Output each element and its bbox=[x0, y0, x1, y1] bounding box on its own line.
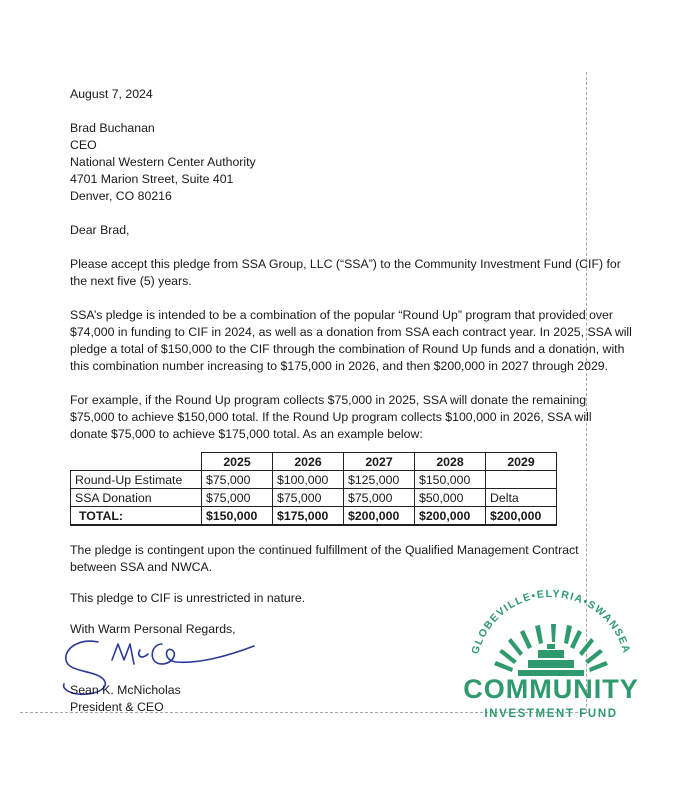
para2-line: $74,000 in funding to CIF in 2024, as well as a donation from SSA each contract year. In 2025, SSA will bbox=[70, 325, 632, 339]
year-header: 2028 bbox=[415, 453, 486, 471]
year-header: 2025 bbox=[202, 453, 273, 471]
buildings-icon bbox=[518, 644, 584, 676]
para2-line: this combination number increasing to $175,000 in 2026, and then $200,000 in 2027 through 2029. bbox=[70, 359, 609, 373]
year-header: 2029 bbox=[486, 453, 557, 471]
signer-name: Sean K. McNicholas bbox=[70, 683, 181, 697]
table-row bbox=[71, 489, 557, 507]
para5: This pledge to CIF is unrestricted in nature. bbox=[70, 591, 306, 605]
closing: With Warm Personal Regards, bbox=[70, 622, 236, 636]
para3-line: $75,000 to achieve $150,000 total. If the Round Up program collects $100,000 in 2026, SSA will bbox=[70, 410, 592, 424]
cif-logo bbox=[448, 586, 654, 726]
row-label: TOTAL: bbox=[71, 507, 202, 526]
para3-line: For example, if the Round Up program collects $75,000 in 2025, SSA will donate the remaining bbox=[70, 393, 587, 407]
table-cell: $175,000 bbox=[273, 507, 344, 526]
table-cell: $200,000 bbox=[486, 507, 557, 526]
table-cell: $75,000 bbox=[344, 489, 415, 507]
para4-line: between SSA and NWCA. bbox=[70, 560, 213, 574]
table-cell: $100,000 bbox=[273, 471, 344, 489]
letter-date: August 7, 2024 bbox=[70, 87, 153, 101]
table-cell: $150,000 bbox=[202, 507, 273, 526]
salutation: Dear Brad, bbox=[70, 223, 130, 237]
pledge-table bbox=[70, 452, 557, 526]
table-row bbox=[71, 471, 557, 489]
table-cell: $150,000 bbox=[415, 471, 486, 489]
table-cell: Delta bbox=[486, 489, 557, 507]
table-cell: $125,000 bbox=[344, 471, 415, 489]
table-header-row bbox=[71, 453, 557, 471]
para2-line: SSA’s pledge is intended to be a combination of the popular “Round Up” program that provided over bbox=[70, 308, 613, 322]
table-cell bbox=[486, 471, 557, 489]
recipient-street: 4701 Marion Street, Suite 401 bbox=[70, 172, 234, 186]
table-cell: $200,000 bbox=[415, 507, 486, 526]
para1-line: the next five (5) years. bbox=[70, 274, 192, 288]
para2-line: pledge a total of $150,000 to the CIF through the combination of Round Up funds and a donation, with bbox=[70, 342, 625, 356]
recipient-org: National Western Center Authority bbox=[70, 155, 256, 169]
logo-word-investment-fund: INVESTMENT FUND bbox=[484, 708, 618, 720]
year-header: 2026 bbox=[273, 453, 344, 471]
table-cell: $200,000 bbox=[344, 507, 415, 526]
row-label: Round-Up Estimate bbox=[71, 471, 202, 489]
table-cell: $75,000 bbox=[202, 471, 273, 489]
logo-word-community: COMMUNITY bbox=[463, 674, 639, 704]
year-header: 2027 bbox=[344, 453, 415, 471]
row-label: SSA Donation bbox=[71, 489, 202, 507]
recipient-title: CEO bbox=[70, 138, 97, 152]
para1-line: Please accept this pledge from SSA Group, LLC (“SSA”) to the Community Investment Fund (CIF) for bbox=[70, 257, 621, 271]
para3-line: donate $75,000 to achieve $175,000 total. As an example below: bbox=[70, 427, 423, 441]
recipient-name: Brad Buchanan bbox=[70, 121, 155, 135]
table-corner-cell bbox=[71, 453, 202, 471]
table-cell: $75,000 bbox=[202, 489, 273, 507]
table-cell: $50,000 bbox=[415, 489, 486, 507]
table-total-row bbox=[71, 507, 557, 526]
signer-title: President & CEO bbox=[70, 700, 164, 714]
logo-arc-text: GLOBEVILLE•ELYRIA•SWANSEA bbox=[469, 587, 633, 656]
para4-line: The pledge is contingent upon the continued fulfillment of the Qualified Management Contract bbox=[70, 543, 579, 557]
recipient-city: Denver, CO 80216 bbox=[70, 189, 172, 203]
table-cell: $75,000 bbox=[273, 489, 344, 507]
